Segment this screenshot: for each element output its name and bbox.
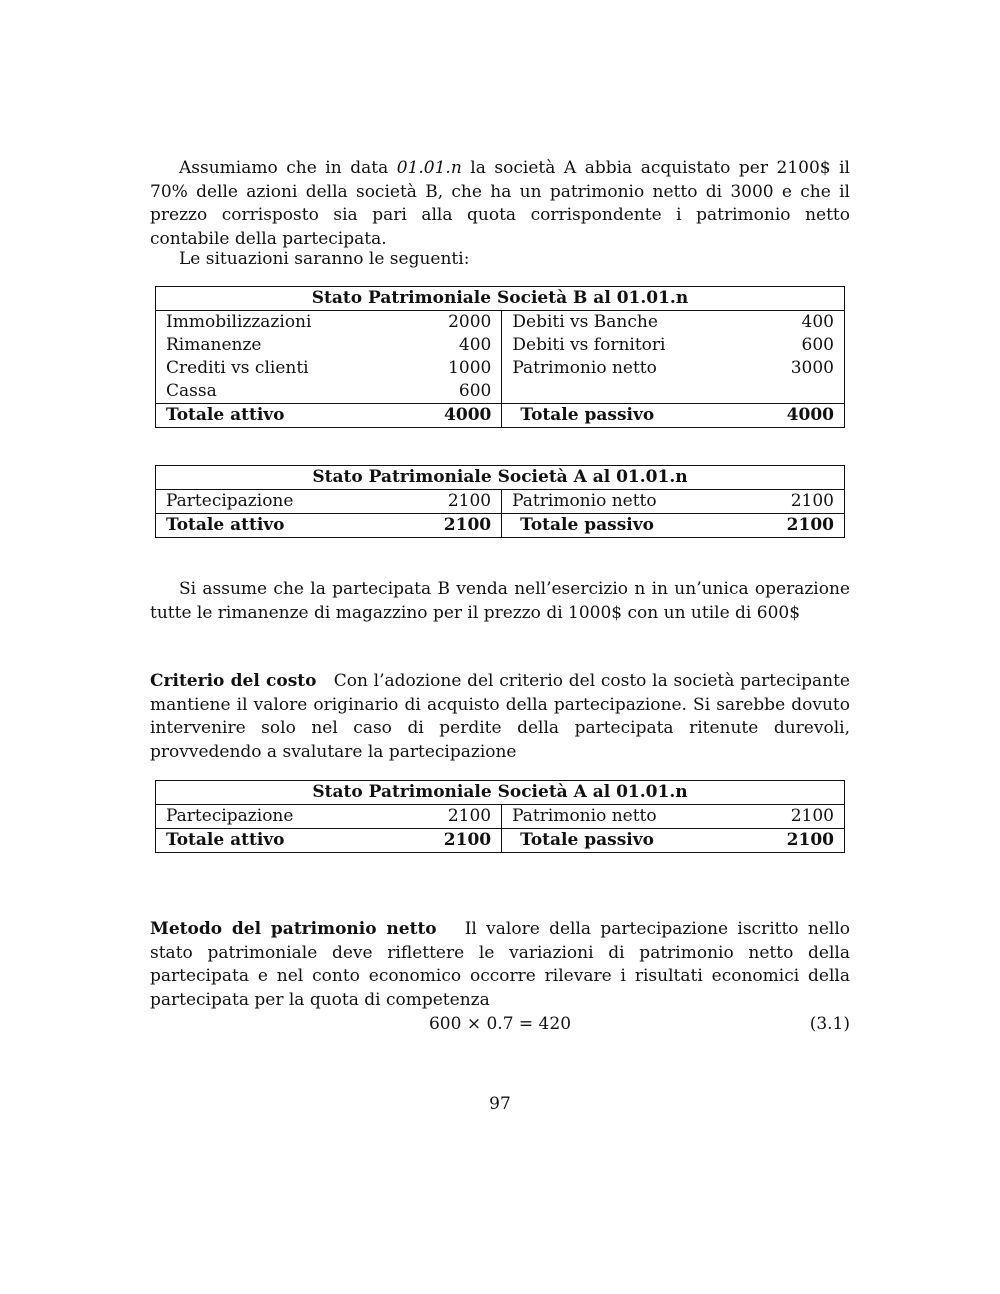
passivo-label — [502, 380, 777, 404]
criterio-paragraph — [150, 670, 850, 764]
passivo-label: Debiti vs Banche — [512, 312, 658, 332]
passivo-label: Patrimonio netto — [512, 358, 657, 378]
total-attivo-label: Totale attivo — [156, 514, 430, 538]
intro-date: 01.01.n — [396, 158, 462, 178]
attivo-label: Immobilizzazioni — [156, 311, 430, 335]
balance-sheet-a-initial — [155, 465, 845, 538]
metodo-heading: Metodo del patrimonio netto — [150, 919, 437, 939]
attivo-value: 600 — [430, 380, 502, 404]
passivo-label: Patrimonio netto — [512, 491, 657, 511]
total-passivo-value: 4000 — [777, 404, 845, 428]
table-title: Stato Patrimoniale Società A al 01.01.n — [156, 466, 845, 490]
metodo-paragraph — [150, 918, 850, 1012]
total-passivo-value: 2100 — [777, 514, 845, 538]
total-passivo-label: Totale passivo — [502, 829, 777, 853]
total-row — [156, 514, 845, 538]
attivo-value: 2100 — [429, 490, 501, 514]
equation-formula: 600 × 0.7 = 420 — [428, 1014, 572, 1034]
intro-paragraph — [150, 157, 850, 251]
sale-paragraph: Si assume che la partecipata B venda nell’esercizio n in un’unica operazione tutte le rimanenze di magazzino per il prezzo di 1000$ con un utile di 600$ — [150, 579, 850, 623]
balance-sheet-a-cost — [155, 780, 845, 853]
table-row — [156, 490, 845, 514]
attivo-label: Cassa — [156, 380, 430, 404]
total-passivo-value: 2100 — [777, 829, 845, 853]
attivo-label: Partecipazione — [156, 490, 430, 514]
criterio-heading: Criterio del costo — [150, 671, 317, 691]
attivo-label: Crediti vs clienti — [156, 357, 430, 380]
passivo-value: 2100 — [777, 490, 845, 514]
attivo-value: 2000 — [430, 311, 502, 335]
passivo-value: 3000 — [777, 357, 845, 380]
passivo-value: 400 — [777, 311, 845, 335]
situations-paragraph: Le situazioni saranno le seguenti: — [179, 249, 470, 269]
total-passivo-label: Totale passivo — [502, 404, 777, 428]
table-row — [156, 357, 845, 380]
passivo-label: Debiti vs fornitori — [512, 335, 666, 355]
balance-sheet-b — [155, 286, 845, 428]
intro-text-b: la società A abbia acquistato per 2100$ il 70% delle azioni della società B, che ha un patrimonio netto di 3000 e che il prezzo corrisposto sia pari alla quota corrispondente i patrimonio netto contabile della partecipata. — [150, 158, 850, 249]
criterio-text: Con l’adozione del criterio del costo la società partecipante mantiene il valore originario di acquisto della partecipazione. Si sarebbe dovuto intervenire solo nel caso di perdite della partecipata ritenute durevoli, provvedendo a svalutare la partecipazione — [150, 671, 850, 762]
attivo-value: 400 — [430, 334, 502, 357]
intro-text-a: Assumiamo che in data — [179, 158, 397, 178]
total-row — [156, 829, 845, 853]
equation-number: (3.1) — [809, 1014, 850, 1034]
total-attivo-label: Totale attivo — [156, 404, 430, 428]
attivo-label: Rimanenze — [156, 334, 430, 357]
total-attivo-value: 2100 — [429, 829, 501, 853]
total-passivo-label: Totale passivo — [502, 514, 777, 538]
total-attivo-value: 2100 — [429, 514, 501, 538]
table-row — [156, 334, 845, 357]
attivo-label: Partecipazione — [156, 805, 430, 829]
equation — [150, 1014, 850, 1038]
page-number: 97 — [489, 1094, 511, 1114]
metodo-text: Il valore della partecipazione iscritto nello stato patrimoniale deve riflettere le variazioni di patrimonio netto della partecipata e nel conto economico occorre rilevare i risultati economici della partecipata per la quota di competenza — [150, 919, 851, 1010]
table-row — [156, 805, 845, 829]
table-row — [156, 380, 845, 404]
total-attivo-value: 4000 — [430, 404, 502, 428]
passivo-value: 2100 — [777, 805, 845, 829]
table-title: Stato Patrimoniale Società A al 01.01.n — [156, 781, 845, 805]
table-title: Stato Patrimoniale Società B al 01.01.n — [156, 287, 845, 311]
total-row — [156, 404, 845, 428]
passivo-value: 600 — [777, 334, 845, 357]
attivo-value: 1000 — [430, 357, 502, 380]
attivo-value: 2100 — [429, 805, 501, 829]
total-attivo-label: Totale attivo — [156, 829, 430, 853]
passivo-value — [777, 380, 845, 404]
table-row — [156, 311, 845, 335]
passivo-label: Patrimonio netto — [512, 806, 657, 826]
